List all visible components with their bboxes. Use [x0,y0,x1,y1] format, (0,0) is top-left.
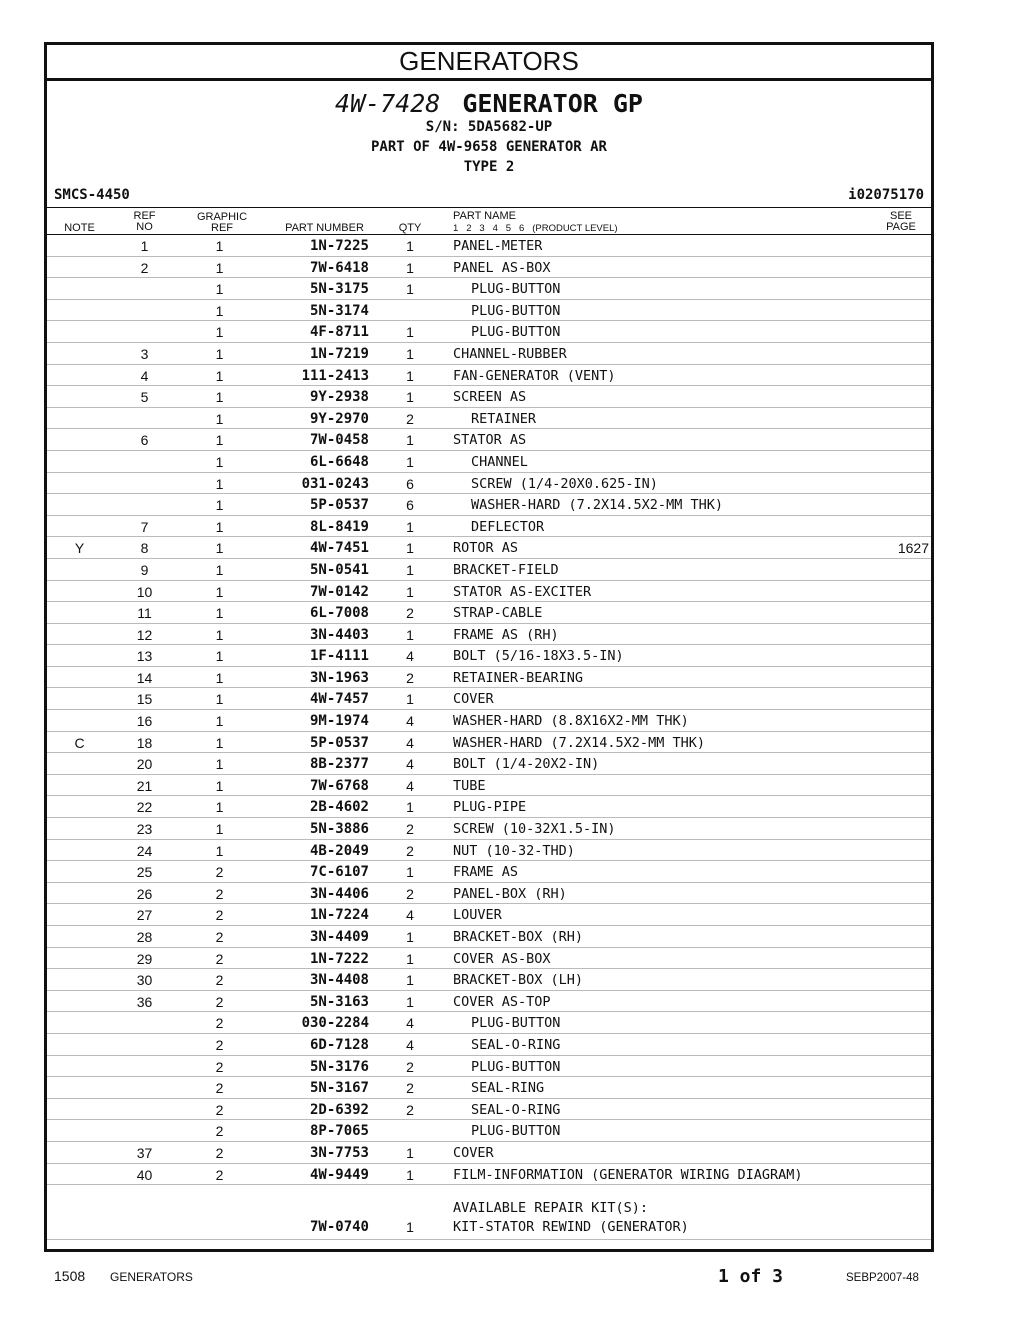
row-graphic-ref: 1 [215,583,224,600]
row-qty: 4 [406,1036,414,1053]
row-part-name: PLUG-BUTTON [471,324,561,341]
table-row [47,472,931,494]
table-row [47,299,931,321]
table-row [47,580,931,602]
table-row [47,1119,931,1141]
table-row [47,860,931,882]
row-part-name: WASHER-HARD (7.2X14.5X2-MM THK) [453,734,705,751]
row-part-name: PLUG-BUTTON [471,1015,561,1032]
row-part-name: CHANNEL-RUBBER [453,345,567,362]
row-part-name: WASHER-HARD (8.8X16X2-MM THK) [453,713,689,730]
row-part-number: 7W-0142 [309,583,369,600]
row-qty: 1 [406,972,414,989]
row-part-number: 3N-4409 [309,929,369,945]
row-graphic-ref: 1 [215,734,224,751]
row-qty: 4 [406,734,414,751]
row-part-number: 1N-7222 [309,950,369,967]
row-qty: 1 [406,367,414,384]
row-part-name: BRACKET-BOX (RH) [453,929,584,945]
table-row [47,515,931,537]
row-qty: 6 [406,497,414,514]
row-part-number: 5N-3167 [309,1080,369,1097]
row-part-number: 030-2284 [301,1015,369,1032]
row-graphic-ref: 2 [215,929,224,945]
row-qty: 1 [406,281,414,298]
table-row [47,364,931,386]
row-part-name: FRAME AS [453,864,519,881]
repair-kit-label: AVAILABLE REPAIR KIT(S): [453,1200,649,1216]
row-part-name: RETAINER [471,410,537,427]
row-ref-no: 7 [140,518,149,535]
table-row [47,774,931,796]
row-part-number: 7W-0458 [309,432,369,449]
row-part-number: 5P-0537 [309,734,369,751]
part-of-line: PART OF 4W-9658 GENERATOR AR [370,139,607,155]
row-part-number: 8L-8419 [309,518,369,535]
row-qty: 1 [406,1144,414,1161]
row-part-name: PLUG-PIPE [453,799,527,816]
row-part-name: SEAL-O-RING [471,1036,561,1053]
row-graphic-ref: 1 [215,302,224,319]
row-ref-no: 3 [140,345,149,362]
row-ref-no: 1 [140,238,149,254]
row-qty: 1 [406,691,414,708]
row-ref-no: 23 [136,821,153,838]
table-row [47,428,931,450]
row-part-name: SCREW (1/4-20X0.625-IN) [471,475,658,492]
row-graphic-ref: 1 [215,345,224,362]
row-qty: 1 [406,583,414,600]
row-qty: 2 [406,410,414,427]
row-ref-no: 30 [136,972,153,989]
row-graphic-ref: 2 [215,1101,224,1118]
row-part-number: 9Y-2938 [309,389,369,406]
row-qty: 4 [406,756,414,773]
row-part-number: 4F-8711 [309,324,369,341]
row-graphic-ref: 2 [215,1123,224,1140]
table-row [47,558,931,580]
row-qty: 1 [406,561,414,578]
row-graphic-ref: 1 [215,799,224,816]
row-graphic-ref: 1 [215,777,224,794]
group-title [47,89,931,118]
row-graphic-ref: 1 [215,756,224,773]
row-part-number: 5N-3174 [309,302,369,319]
row-ref-no: 28 [136,929,153,945]
row-part-number: 6L-7008 [309,605,369,622]
row-graphic-ref: 1 [215,669,224,686]
row-part-number: 2D-6392 [309,1101,369,1118]
row-qty: 2 [406,1080,414,1097]
row-graphic-ref: 1 [215,281,224,298]
kit-qty: 1 [406,1219,414,1235]
row-part-number: 7C-6107 [309,864,369,881]
row-part-number: 6L-6648 [309,453,369,470]
table-row [47,623,931,645]
repair-kit-row [47,1218,931,1239]
row-part-name: ROTOR AS [453,540,519,557]
row-ref-no: 29 [136,950,153,967]
row-part-number: 5P-0537 [309,497,369,514]
row-part-number: 3N-4408 [309,972,369,989]
row-part-number: 4W-9449 [309,1166,369,1183]
col-header-ref-no: REF NO [133,210,156,233]
table-row [47,1163,931,1185]
row-qty: 1 [406,929,414,945]
row-part-name: PLUG-BUTTON [471,281,561,298]
table-row [47,795,931,817]
row-part-name: PANEL AS-BOX [453,259,551,276]
row-part-number: 8P-7065 [309,1123,369,1140]
row-ref-no: 27 [136,907,153,924]
row-ref-no: 11 [137,605,152,622]
row-part-number: 1N-7225 [309,238,369,254]
row-ref-no: 2 [140,259,149,276]
footer-pager: 1 of 3 [718,1266,784,1287]
row-qty: 1 [406,324,414,341]
table-row [47,925,931,947]
table-row [47,709,931,731]
row-graphic-ref: 2 [215,972,224,989]
row-graphic-ref: 1 [215,453,224,470]
row-part-name: BRACKET-BOX (LH) [453,972,584,989]
row-ref-no: 4 [140,367,149,384]
row-note: Y [74,540,85,557]
col-header-see-page: SEE PAGE [886,210,916,233]
row-part-name: FAN-GENERATOR (VENT) [453,367,616,384]
table-row [47,947,931,969]
col-header-part-number: PART NUMBER [285,222,364,234]
row-qty: 2 [406,1101,414,1118]
row-part-number: 7W-6418 [309,259,369,276]
row-ref-no: 8 [140,540,149,557]
row-qty: 1 [406,389,414,406]
row-part-name: TUBE [453,777,486,794]
table-row [47,493,931,515]
row-qty: 4 [406,907,414,924]
row-qty: 1 [406,864,414,881]
row-ref-no: 16 [136,713,153,730]
table-row [47,1033,931,1055]
row-part-name: COVER AS-BOX [453,950,551,967]
group-name: GENERATOR GP [462,89,643,118]
row-graphic-ref: 1 [215,238,224,254]
row-graphic-ref: 2 [215,864,224,881]
row-graphic-ref: 1 [215,605,224,622]
col-header-product-level: 1 2 3 4 5 6 (PRODUCT LEVEL) [453,223,618,234]
row-part-number: 7W-6768 [309,777,369,794]
row-part-number: 6D-7128 [309,1036,369,1053]
row-ref-no: 9 [140,561,149,578]
table-row [47,1098,931,1120]
row-qty: 2 [406,821,414,838]
table-row [47,752,931,774]
row-part-number: 1N-7219 [309,345,369,362]
row-graphic-ref: 1 [215,410,224,427]
table-row [47,342,931,364]
row-part-name: PLUG-BUTTON [471,1058,561,1075]
row-graphic-ref: 1 [215,389,224,406]
row-graphic-ref: 2 [215,1144,224,1161]
row-part-number: 9M-1974 [309,713,369,730]
row-part-number: 1N-7224 [309,907,369,924]
row-part-number: 8B-2377 [309,756,369,773]
row-part-name: WASHER-HARD (7.2X14.5X2-MM THK) [471,497,723,514]
row-part-name: PANEL-METER [453,238,543,254]
row-qty: 1 [406,626,414,643]
row-part-name: SCREEN AS [453,389,527,406]
row-ref-no: 6 [140,432,149,449]
row-part-name: CHANNEL [471,453,528,470]
table-row [47,407,931,429]
row-ref-no: 13 [136,648,153,665]
table-row [47,817,931,839]
table-row [47,687,931,709]
row-part-number: 5N-3886 [309,821,369,838]
row-qty: 1 [406,432,414,449]
table-row [47,1141,931,1163]
row-part-name: BOLT (5/16-18X3.5-IN) [453,648,624,665]
row-part-number: 4W-7451 [309,540,369,557]
row-qty: 1 [406,238,414,254]
row-ref-no: 14 [136,669,153,686]
row-graphic-ref: 1 [215,713,224,730]
row-graphic-ref: 1 [215,475,224,492]
row-part-name: COVER AS-TOP [453,993,551,1010]
type-line: TYPE 2 [463,159,515,175]
row-graphic-ref: 2 [215,1015,224,1032]
row-graphic-ref: 1 [215,540,224,557]
row-ref-no: 18 [136,734,153,751]
row-part-name: SEAL-RING [471,1080,545,1097]
row-part-number: 3N-4406 [309,885,369,902]
table-row [47,1011,931,1033]
row-qty: 2 [406,1058,414,1075]
row-qty: 4 [406,648,414,665]
row-ref-no: 22 [136,799,153,816]
kit-part-name: KIT-STATOR REWIND (GENERATOR) [453,1219,689,1235]
row-graphic-ref: 2 [215,993,224,1010]
row-qty: 2 [406,605,414,622]
row-part-number: 9Y-2970 [309,410,369,427]
row-graphic-ref: 1 [215,821,224,838]
row-part-name: LOUVER [453,907,502,924]
section-title: GENERATORS [47,45,931,81]
table-row [47,256,931,278]
row-qty: 1 [406,518,414,535]
repair-kit-section [47,1184,931,1251]
row-graphic-ref: 1 [215,691,224,708]
row-part-number: 1F-4111 [309,648,369,665]
row-qty: 1 [406,345,414,362]
row-graphic-ref: 2 [215,907,224,924]
row-part-name: RETAINER-BEARING [453,669,584,686]
row-part-number: 5N-3176 [309,1058,369,1075]
row-part-number: 5N-0541 [309,561,369,578]
header-divider [47,207,931,208]
row-graphic-ref: 2 [215,1058,224,1075]
col-header-part-name: PART NAME [453,210,516,222]
row-part-name: PLUG-BUTTON [471,302,561,319]
table-row [47,644,931,666]
group-part-number: 4W-7428 [335,89,441,118]
row-graphic-ref: 2 [215,1166,224,1183]
table-row [47,234,931,256]
row-part-name: SEAL-O-RING [471,1101,561,1118]
row-part-number: 3N-7753 [309,1144,369,1161]
row-graphic-ref: 2 [215,950,224,967]
row-part-number: 3N-4403 [309,626,369,643]
row-part-number: 4W-7457 [309,691,369,708]
row-qty: 1 [406,993,414,1010]
table-row [47,839,931,861]
row-see-page: 1627 [897,540,929,557]
row-part-number: 5N-3163 [309,993,369,1010]
row-part-name: PANEL-BOX (RH) [453,885,567,902]
row-ref-no: 20 [136,756,153,773]
row-part-name: BOLT (1/4-20X2-IN) [453,756,600,773]
col-header-note: NOTE [64,222,95,234]
row-part-name: COVER [453,1144,494,1161]
row-ref-no: 40 [136,1166,153,1183]
row-ref-no: 24 [136,842,153,859]
parts-list-frame [44,42,934,1252]
row-ref-no: 15 [136,691,153,708]
row-graphic-ref: 1 [215,367,224,384]
footer-doc-id: SEBP2007-48 [846,1272,919,1284]
row-graphic-ref: 1 [215,497,224,514]
kit-part-number: 7W-0740 [309,1219,369,1235]
table-row [47,968,931,990]
table-row [47,990,931,1012]
row-graphic-ref: 1 [215,626,224,643]
row-graphic-ref: 1 [215,432,224,449]
row-qty: 1 [406,1166,414,1183]
row-ref-no: 12 [136,626,153,643]
table-row [47,450,931,472]
table-row [47,903,931,925]
row-qty: 2 [406,885,414,902]
row-ref-no: 37 [136,1144,153,1161]
row-part-name: STRAP-CABLE [453,605,543,622]
row-graphic-ref: 1 [215,518,224,535]
table-row [47,385,931,407]
row-note: C [74,734,85,751]
col-header-graphic-ref: GRAPHIC REF [196,211,248,234]
parts-table-body [47,234,931,1184]
row-part-name: SCREW (10-32X1.5-IN) [453,821,616,838]
row-qty: 1 [406,259,414,276]
row-graphic-ref: 1 [215,259,224,276]
row-part-number: 5N-3175 [309,281,369,298]
row-part-name: DEFLECTOR [471,518,545,535]
table-row [47,1076,931,1098]
row-graphic-ref: 2 [215,1080,224,1097]
smcs-code: SMCS-4450 [54,187,130,203]
table-row [47,882,931,904]
repair-kit-divider [47,1239,931,1240]
row-part-number: 4B-2049 [309,842,369,859]
row-graphic-ref: 2 [215,885,224,902]
table-row [47,536,931,558]
col-header-qty: QTY [398,222,422,234]
row-ref-no: 5 [140,389,149,406]
row-part-name: STATOR AS-EXCITER [453,583,592,600]
table-row [47,731,931,753]
footer-section-name: GENERATORS [110,1270,193,1284]
row-qty: 4 [406,713,414,730]
row-graphic-ref: 1 [215,842,224,859]
row-ref-no: 21 [136,777,153,794]
row-part-name: FRAME AS (RH) [453,626,559,643]
row-qty: 1 [406,950,414,967]
row-part-number: 111-2413 [301,367,369,384]
table-row [47,277,931,299]
row-qty: 1 [406,540,414,557]
row-part-name: FILM-INFORMATION (GENERATOR WIRING DIAGRAM) [453,1166,803,1183]
row-part-name: PLUG-BUTTON [471,1123,561,1140]
table-row [47,320,931,342]
row-ref-no: 10 [136,583,153,600]
row-qty: 4 [406,777,414,794]
table-row [47,1055,931,1077]
row-qty: 2 [406,669,414,686]
table-row [47,601,931,623]
row-qty: 1 [406,799,414,816]
row-part-name: STATOR AS [453,432,527,449]
serial-range: S/N: 5DA5682-UP [425,119,553,135]
row-graphic-ref: 1 [215,324,224,341]
row-qty: 6 [406,475,414,492]
table-row [47,666,931,688]
row-graphic-ref: 2 [215,1036,224,1053]
row-part-number: 031-0243 [301,475,369,492]
row-part-name: BRACKET-FIELD [453,561,559,578]
row-graphic-ref: 1 [215,648,224,665]
footer-page-number: 1508 [54,1268,86,1284]
illustration-id: i02075170 [848,187,924,203]
row-graphic-ref: 1 [215,561,224,578]
row-ref-no: 25 [136,864,153,881]
row-part-name: COVER [453,691,494,708]
row-part-number: 2B-4602 [309,799,369,816]
row-ref-no: 26 [136,885,153,902]
row-part-number: 3N-1963 [309,669,369,686]
row-part-name: NUT (10-32-THD) [453,842,575,859]
row-qty: 2 [406,842,414,859]
row-qty: 4 [406,1015,414,1032]
row-qty: 1 [406,453,414,470]
row-ref-no: 36 [136,993,153,1010]
